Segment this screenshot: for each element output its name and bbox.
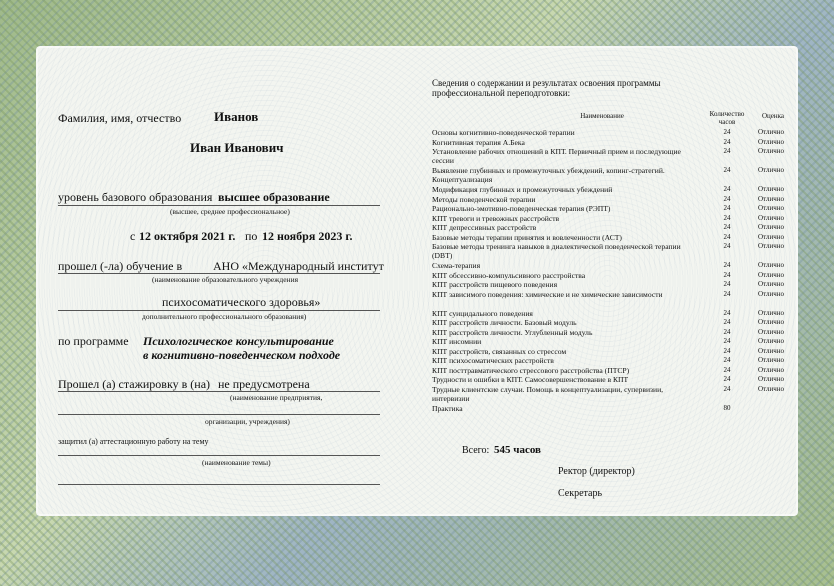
rector-label: Ректор (директор) [558,466,635,477]
subject-hours: 24 [723,280,731,288]
subject-name: КПТ расстройств, связанных со стрессом [432,346,567,356]
subject-grade: Отлично [758,261,784,269]
surname: Иванов [214,109,259,124]
subject-grade: Отлично [758,327,784,336]
table-row [432,138,792,148]
subject-name: КПТ зависимого поведения: химические и не химические зависимости [432,289,663,299]
subject-name: Основы когнитивно-поведенческой терапии [432,128,575,137]
internship-hint-2: организации, учреждения) [205,417,290,426]
total-value: 545 часов [494,444,542,456]
subject-name: Практика [432,403,463,413]
subject-hours: 24 [723,337,731,345]
subject-grade: Отлично [758,337,784,345]
subject-name: КПТ депрессивных расстройств [432,223,537,232]
table-row [432,242,792,261]
table-row [432,233,792,243]
subject-name: Схема-терапия [432,261,481,270]
org-hint-2: дополнительного профессионального образования) [142,312,307,321]
subjects-table [432,128,792,413]
subject-name: Базовые методы терапии принятия и вовлеченности (АСТ) [432,232,622,242]
edu-hint: (высшее, среднее профессиональное) [170,207,290,216]
subject-hours: 24 [723,223,731,231]
study-line-1 [58,273,380,274]
internship-label: Прошел (а) стажировку в (на) [58,377,211,391]
table-row [432,223,792,233]
table-row [432,290,792,309]
subject-name: Когнитивная терапия А.Бека [432,137,525,147]
edu-line [58,205,380,206]
to-date: 12 ноября 2023 г. [262,229,353,243]
subject-hours: 24 [723,147,731,155]
col-hours-header-1: Количество [709,110,745,118]
program-contents [432,78,792,413]
subject-grade: Отлично [758,270,784,279]
table-row [432,280,792,290]
internship-value: не предусмотрена [218,377,310,391]
table-row [432,318,792,328]
subject-hours: 24 [723,308,731,317]
table-row [432,356,792,366]
table-row [432,366,792,376]
subject-grade: Отлично [758,223,784,231]
subject-grade: Отлично [758,384,784,393]
table-row [432,128,792,138]
subject-name: Модификация глубинных и промежуточных убеждений [432,185,613,194]
subject-hours: 24 [723,346,731,355]
col-hours-header-2: часов [718,118,736,126]
subject-grade: Отлично [758,204,784,212]
study-line-2 [58,310,380,311]
subject-hours: 24 [723,375,731,383]
subject-grade: Отлично [758,232,784,241]
internship-hint-1: (наименование предприятия, [230,393,323,402]
program-line-2: в когнитивно-поведенческом подходе [143,348,341,362]
subject-hours: 24 [723,213,731,222]
total-label: Всего: [462,445,490,456]
subject-grade: Отлично [758,356,784,364]
subject-hours: 24 [723,185,731,193]
subject-hours: 24 [723,242,731,250]
subject-name: Методы поведенческой терапии [432,194,536,204]
subject-grade: Отлично [758,280,784,288]
subject-name: Базовые методы тренинга навыков в диалектической поведенческой терапии (DBT) [432,242,681,261]
subject-hours: 24 [723,356,731,364]
table-row [432,166,792,185]
subject-grade: Отлично [758,185,784,193]
secretary-label: Секретарь [558,488,603,499]
subject-hours: 24 [723,194,731,203]
subject-name: КПТ посттравматического стрессового расстройства (ПТСР) [432,365,630,375]
subject-grade: Отлично [758,289,784,298]
edu-label: уровень базового образования [58,190,213,204]
subject-name: Рационально-эмотивно-поведенческая терапия (РЭПТ) [432,204,611,213]
subject-grade: Отлично [758,308,784,317]
subject-hours: 24 [723,318,731,326]
subject-hours: 24 [723,261,731,269]
table-row [432,185,792,195]
subject-hours: 24 [723,166,731,174]
defense-hint: (наименование темы) [202,458,271,467]
subject-name: КПТ суицидального поведения [432,308,533,318]
subject-hours: 24 [723,365,731,374]
contents-heading-1: Сведения о содержании и результатах освоения программы [432,78,661,88]
subject-name: КПТ расстройств личности. Углубленный модуль [432,327,593,337]
table-row [432,337,792,347]
subject-grade: Отлично [758,147,784,155]
subject-hours: 24 [723,384,731,393]
defense-line-2 [58,484,380,485]
subject-name: КПТ расстройств пищевого поведения [432,280,558,289]
table-row [432,214,792,224]
from-label: с [130,229,136,243]
org-hint: (наименование образовательного учреждения [152,275,299,284]
table-row [432,347,792,357]
subject-name: Трудности и ошибки в КПТ. Самосовершенствование в КПТ [432,375,629,384]
contents-heading-2: профессиональной переподготовки: [432,88,571,98]
subject-grade: Отлично [758,128,784,136]
subject-hours: 24 [723,128,731,136]
defense-line [58,455,380,456]
subject-grade: Отлично [758,213,784,222]
internship-line [58,391,380,392]
table-row [432,271,792,281]
subject-hours: 80 [723,403,731,412]
subject-grade: Отлично [758,375,784,383]
subject-grade: Отлично [758,365,784,374]
subject-hours: 24 [723,232,731,241]
study-org-1: АНО «Международный институт [213,259,384,273]
table-row [432,328,792,338]
subject-hours: 24 [723,289,731,298]
subject-name: Установление рабочих отношений в КПТ. Первичный прием и последующие сессии [432,147,681,166]
table-row [432,204,792,214]
subject-name: КПТ инсомнии [432,337,482,346]
subject-hours: 24 [723,270,731,279]
program-line-1: Психологическое консультирование [143,334,334,348]
defense-label: защитил (а) аттестационную работу на тему [58,437,209,446]
table-row [432,385,792,404]
study-org-2: психосоматического здоровья» [162,295,321,309]
subject-grade: Отлично [758,137,784,146]
table-row [432,147,792,166]
internship-line-2 [58,414,380,415]
subject-name: КПТ расстройств личности. Базовый модуль [432,318,577,327]
subject-hours: 24 [723,204,731,212]
subject-grade: Отлично [758,318,784,326]
table-row [432,195,792,205]
col-hours-header [702,110,752,126]
table-row [432,375,792,385]
subject-grade: Отлично [758,194,784,203]
col-name-header: Наименование [580,112,624,120]
from-date: 12 октября 2021 г. [139,229,236,243]
subject-hours: 24 [723,327,731,336]
subject-name: КПТ тревоги и тревожных расстройств [432,213,560,223]
table-row [432,261,792,271]
study-label: прошел (-ла) обучение в [58,259,183,273]
program-label: по программе [58,334,129,348]
name-label: Фамилия, имя, отчество [58,111,182,125]
given-names: Иван Иванович [190,140,284,155]
subject-grade: Отлично [758,242,784,250]
edu-value: высшее образование [218,190,330,204]
subject-name: Трудные клиентские случаи. Помощь в концептуализации, супервизии, интервизии [432,384,664,403]
subject-name: КПТ обсессивно-компульсивного расстройства [432,270,586,280]
subject-grade: Отлично [758,166,784,174]
table-row [432,309,792,319]
to-label: по [245,229,258,243]
subject-name: КПТ психосоматических расстройств [432,356,554,365]
subject-grade: Отлично [758,346,784,355]
col-grade-header: Оценка [761,112,785,120]
subject-name: Выявление глубинных и промежуточных убеждений, копинг-стратегий. Концептуализация [432,166,665,185]
table-row [432,404,792,414]
subject-hours: 24 [723,137,731,146]
